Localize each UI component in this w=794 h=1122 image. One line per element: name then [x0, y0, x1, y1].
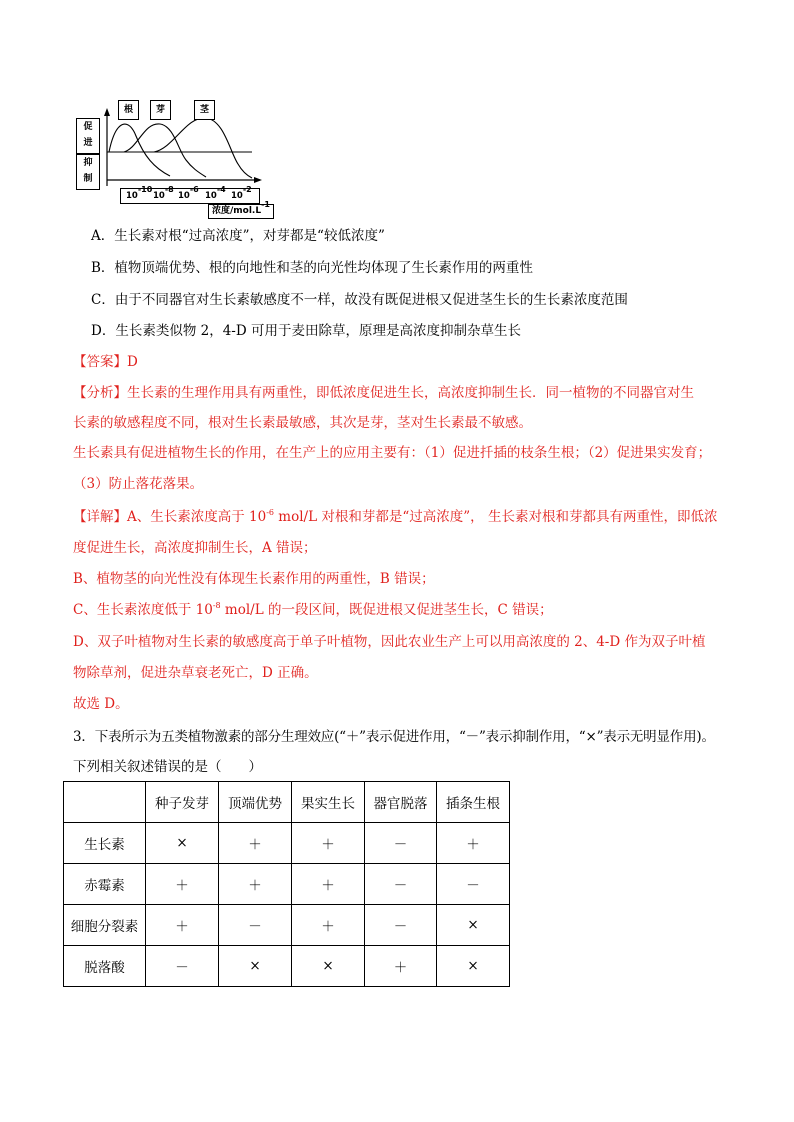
table-cell: ＋ [146, 905, 219, 946]
option-b: B．植物顶端优势、根的向地性和茎的向光性均体现了生长素作用的两重性 [91, 260, 533, 276]
table-cell: 生长素 [64, 823, 146, 864]
option-d: D．生长素类似物 2，4-D 可用于麦田除草，原理是高浓度抑制杂草生长 [91, 323, 521, 339]
table-cell: × [146, 823, 219, 864]
table-cell: × [219, 946, 292, 987]
table-cell: ＋ [292, 823, 365, 864]
table-cell: ＋ [292, 864, 365, 905]
detail-d-line-2: 物除草剂，促进杂草衰老死亡，D 正确。 [73, 665, 318, 681]
table-cell: ＋ [219, 864, 292, 905]
table-cell: ＋ [146, 864, 219, 905]
table-row [64, 946, 510, 987]
detail-c: C、生长素浓度低于 $10^{-8}$ mol/L 的一段区间，既促进根又促进茎生长，C 错误； [73, 601, 553, 618]
analysis-line-4: （3）防止落花落果。 [73, 476, 204, 492]
table-row [64, 905, 510, 946]
organ-label-root: 根 [118, 100, 139, 120]
table-header-cell: 插条生根 [437, 782, 510, 823]
answer-line: 【答案】D [73, 354, 138, 370]
detail-a-line-1: 【详解】A、生长素浓度高于 $10^{-6}$ mol/L 对根和芽都是“过高浓度”， 生长素对根和芽都具有两重性，即低浓 [73, 508, 718, 525]
y-label-promote: 促 进 [76, 118, 100, 154]
option-a: A．生长素对根“过高浓度”，对芽都是“较低浓度” [91, 228, 385, 244]
detail-d-line-1: D、双子叶植物对生长素的敏感度高于单子叶植物，因此农业生产上可以用高浓度的 2、4-D 作为双子叶植 [73, 634, 706, 650]
analysis-line-2: 长素的敏感程度不同，根对生长素最敏感，其次是芽，茎对生长素最不敏感。 [73, 415, 532, 431]
table-cell: 脱落酸 [64, 946, 146, 987]
table-header-cell: 顶端优势 [219, 782, 292, 823]
table-row [64, 823, 510, 864]
y-label-inhibit: 抑 制 [76, 154, 100, 190]
table-cell: 细胞分裂素 [64, 905, 146, 946]
table-cell: － [437, 864, 510, 905]
stem-curve [154, 118, 252, 178]
organ-label-bud: 芽 [150, 100, 171, 120]
table-cell: － [365, 823, 437, 864]
option-c: C．由于不同器官对生长素敏感度不一样，故没有既促进根又促进茎生长的生长素浓度范围 [91, 292, 628, 308]
question-3-line-1: 3．下表所示为五类植物激素的部分生理效应(“＋”表示促进作用，“－”表示抑制作用，“×”表示无明显作用)。 [73, 729, 715, 745]
tick-label-3: $10^{-6}$ [178, 185, 199, 201]
tick-label-2: $10^{-8}$ [153, 185, 174, 201]
detail-a-line-2: 度促进生长，高浓度抑制生长，A 错误； [73, 540, 317, 556]
x-axis-label: 浓度$/mol.L^{-1}$ [208, 204, 274, 219]
table-cell: － [365, 905, 437, 946]
table-cell: ＋ [219, 823, 292, 864]
table-header-cell: 器官脱落 [365, 782, 437, 823]
table-cell: － [365, 864, 437, 905]
hormone-effects-table [63, 781, 510, 987]
table-cell: × [437, 905, 510, 946]
table-cell: － [146, 946, 219, 987]
table-cell: － [219, 905, 292, 946]
table-header-row [64, 782, 510, 823]
table-row [64, 864, 510, 905]
table-cell: 赤霉素 [64, 864, 146, 905]
organ-label-stem: 茎 [194, 100, 215, 120]
bud-curve [124, 124, 206, 177]
table-cell: × [437, 946, 510, 987]
table-cell: × [292, 946, 365, 987]
table-cell: ＋ [292, 905, 365, 946]
tick-label-5: $10^{-2}$ [231, 185, 252, 201]
analysis-line-1: 【分析】生长素的生理作用具有两重性，即低浓度促进生长，高浓度抑制生长．同一植物的不同器官对生 [73, 385, 694, 401]
detail-conclusion: 故选 D。 [73, 696, 129, 712]
tick-label-4: $10^{-4}$ [205, 185, 226, 201]
detail-b: B、植物茎的向光性没有体现生长素作用的两重性，B 错误； [73, 571, 435, 587]
auxin-concentration-figure [74, 98, 284, 220]
table-cell: ＋ [437, 823, 510, 864]
analysis-line-3: 生长素具有促进植物生长的作用，在生产上的应用主要有：（1）促进扦插的枝条生根；（2）促进果实发育； [73, 445, 712, 461]
question-3-line-2: 下列相关叙述错误的是（ ） [73, 759, 262, 775]
y-axis-arrow [104, 108, 110, 116]
table-header-cell [64, 782, 146, 823]
table-cell: ＋ [365, 946, 437, 987]
tick-label-1: $10^{-10}$ [126, 185, 153, 201]
table-header-cell: 种子发芽 [146, 782, 219, 823]
x-axis-arrow [254, 177, 262, 183]
table-header-cell: 果实生长 [292, 782, 365, 823]
